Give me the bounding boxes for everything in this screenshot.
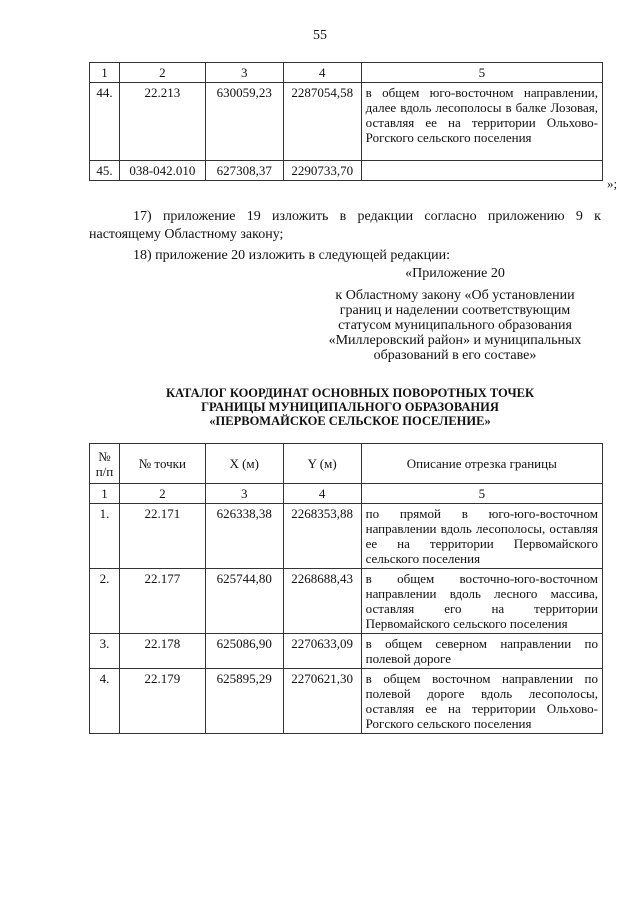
segment-description: по прямой в юго-юго-восточном направлении вдоль лесополосы, оставляя ее на территории Первомайского сельского поселения <box>361 504 602 569</box>
col-num-1: 1 <box>90 484 120 504</box>
paragraph-17-text: 17) приложение 19 изложить в редакции согласно приложению 9 к настоящему Областному закону; <box>89 209 601 242</box>
paragraph-17 <box>89 208 601 244</box>
table-row <box>90 83 603 161</box>
point-number: 038-042.010 <box>119 161 205 181</box>
col-num-3: 3 <box>205 63 283 83</box>
x-coordinate: 625744,80 <box>205 569 283 634</box>
col-num-4: 4 <box>283 484 361 504</box>
page-number: 55 <box>313 28 327 43</box>
table-row <box>90 669 603 734</box>
y-coordinate: 2290733,70 <box>283 161 361 181</box>
appendix-line: к Областному закону «Об установлении <box>335 288 575 303</box>
x-coordinate: 630059,23 <box>205 83 283 161</box>
point-number: 22.179 <box>119 669 205 734</box>
row-number: 4. <box>90 669 120 734</box>
appendix-caption <box>305 288 605 363</box>
row-number: 3. <box>90 634 120 669</box>
continuation-table <box>89 62 603 181</box>
x-coordinate: 627308,37 <box>205 161 283 181</box>
col-num-2: 2 <box>119 63 205 83</box>
point-number: 22.177 <box>119 569 205 634</box>
catalog-heading <box>60 386 640 428</box>
col-num-2: 2 <box>119 484 205 504</box>
appendix-line: статусом муниципального образования <box>338 318 572 333</box>
appendix-line: образований в его составе» <box>373 348 537 363</box>
appendix-title: «Приложение 20 <box>405 266 505 281</box>
table-header-row <box>90 444 603 484</box>
header-point: № точки <box>119 444 205 484</box>
table-row <box>90 634 603 669</box>
segment-description: в общем северном направлении по полевой дороге <box>361 634 602 669</box>
y-coordinate: 2268688,43 <box>283 569 361 634</box>
col-num-3: 3 <box>205 484 283 504</box>
y-coordinate: 2268353,88 <box>283 504 361 569</box>
x-coordinate: 625895,29 <box>205 669 283 734</box>
y-coordinate: 2287054,58 <box>283 83 361 161</box>
point-number: 22.171 <box>119 504 205 569</box>
header-y: Y (м) <box>283 444 361 484</box>
col-num-1: 1 <box>90 63 120 83</box>
header-index: № п/п <box>90 444 120 484</box>
row-number: 44. <box>90 83 120 161</box>
coordinates-table <box>89 443 603 734</box>
row-number: 2. <box>90 569 120 634</box>
y-coordinate: 2270633,09 <box>283 634 361 669</box>
x-coordinate: 625086,90 <box>205 634 283 669</box>
heading-line: КАТАЛОГ КООРДИНАТ ОСНОВНЫХ ПОВОРОТНЫХ ТОЧЕК <box>165 386 535 400</box>
heading-line: «ПЕРВОМАЙСКОЕ СЕЛЬСКОЕ ПОСЕЛЕНИЕ» <box>209 414 491 428</box>
col-num-5: 5 <box>361 484 602 504</box>
table-row <box>90 504 603 569</box>
table-row <box>90 569 603 634</box>
y-coordinate: 2270621,30 <box>283 669 361 734</box>
paragraph-18-text: 18) приложение 20 изложить в следующей редакции: <box>133 248 450 263</box>
segment-description <box>361 161 602 181</box>
table-header-row <box>90 63 603 83</box>
segment-description: в общем восточно-юго-восточном направлении вдоль лесного массива, оставляя его на территории Первомайского сельского поселения <box>361 569 602 634</box>
table-number-row <box>90 484 603 504</box>
appendix-line: границ и наделении соответствующим <box>339 303 571 318</box>
point-number: 22.178 <box>119 634 205 669</box>
segment-description: в общем юго-восточном направлении, далее вдоль лесополосы в балке Лозовая, оставляя ее на территории Ольхово-Рогского сельского поселения <box>361 83 602 161</box>
col-num-4: 4 <box>283 63 361 83</box>
point-number: 22.213 <box>119 83 205 161</box>
heading-line: ГРАНИЦЫ МУНИЦИПАЛЬНОГО ОБРАЗОВАНИЯ <box>201 400 499 414</box>
col-num-5: 5 <box>361 63 602 83</box>
header-description: Описание отрезка границы <box>361 444 602 484</box>
row-number: 1. <box>90 504 120 569</box>
row-number: 45. <box>90 161 120 181</box>
appendix-line: «Миллеровский район» и муниципальных <box>328 333 582 348</box>
x-coordinate: 626338,38 <box>205 504 283 569</box>
segment-description: в общем восточном направлении по полевой дороге вдоль лесополосы, оставляя ее на территории Ольхово-Рогского сельского поселения <box>361 669 602 734</box>
closing-quote: »; <box>607 176 618 191</box>
table-row <box>90 161 603 181</box>
paragraph-18 <box>89 247 601 265</box>
header-x: X (м) <box>205 444 283 484</box>
